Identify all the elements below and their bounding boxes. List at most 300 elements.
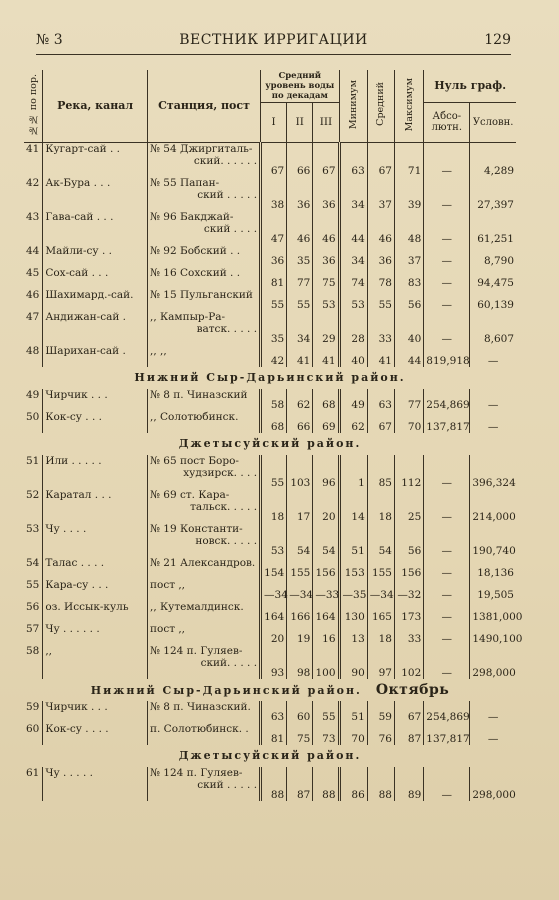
- max-value: 40: [394, 311, 423, 345]
- col-decade-3-header: III: [313, 102, 339, 142]
- row-number: 60: [26, 722, 40, 735]
- mean-value: 67: [367, 142, 394, 177]
- table-row: [24, 142, 516, 177]
- river-name: Кара-су . . .: [43, 579, 148, 601]
- decade-3-value: 54: [313, 523, 339, 557]
- mean-value: 67: [367, 411, 394, 433]
- station-line-2: ский. . . . .: [200, 656, 258, 669]
- conditional-zero-value: 8,790: [470, 245, 516, 267]
- mean-value: 59: [367, 701, 394, 723]
- row-number: 48: [26, 344, 40, 357]
- decade-1-value: 42: [261, 345, 287, 367]
- decade-3-value: 88: [313, 767, 339, 801]
- decade-3-value: 29: [313, 311, 339, 345]
- min-value: 44: [339, 211, 367, 245]
- col-min-header: Минимум: [339, 70, 367, 142]
- journal-title: ВЕСТНИК ИРРИГАЦИИ: [179, 32, 368, 48]
- station-name: [148, 142, 261, 177]
- mean-value: 76: [367, 723, 394, 745]
- station-line-1: ,, Солотюбинск.: [150, 410, 239, 423]
- conditional-zero-value: 94,475: [470, 267, 516, 289]
- station-line-1: № 54 Джиргиталь-: [150, 142, 253, 155]
- absolute-zero-value: —: [424, 579, 470, 601]
- min-value: 130: [339, 601, 367, 623]
- row-number: 44: [26, 244, 40, 257]
- table-row: [24, 177, 516, 211]
- station-line-2: ский. . . . . .: [193, 154, 258, 167]
- decade-2-value: 41: [287, 345, 313, 367]
- max-value: 173: [394, 601, 423, 623]
- mean-value: 18: [367, 623, 394, 645]
- max-value: 56: [394, 289, 423, 311]
- issue-number: № 3: [36, 32, 63, 48]
- river-name: Талас . . . .: [43, 557, 148, 579]
- absolute-zero-value: —: [424, 601, 470, 623]
- max-value: 44: [394, 345, 423, 367]
- min-value: 34: [339, 177, 367, 211]
- max-value: 102: [394, 645, 423, 679]
- conditional-zero-value: —: [470, 701, 516, 723]
- absolute-zero-value: —: [424, 142, 470, 177]
- absolute-zero-value: —: [424, 623, 470, 645]
- station-name: [148, 211, 261, 245]
- conditional-zero-value: —: [470, 345, 516, 367]
- decade-1-value: 81: [261, 267, 287, 289]
- station-line-2: ский . . . . .: [197, 188, 258, 201]
- min-value: —35: [339, 579, 367, 601]
- row-number: 46: [26, 288, 40, 301]
- table-row: [24, 211, 516, 245]
- table-row: [24, 267, 516, 289]
- max-value: 39: [394, 177, 423, 211]
- absolute-zero-value: —: [424, 211, 470, 245]
- decade-2-value: 34: [287, 311, 313, 345]
- max-value: 70: [394, 411, 423, 433]
- table-row: [24, 623, 516, 645]
- row-number: 59: [26, 700, 40, 713]
- river-name: Шахимард.-сай.: [43, 289, 148, 311]
- water-level-table: [24, 70, 523, 801]
- station-line-1: № 8 п. Чиназский.: [150, 700, 251, 713]
- section-c: [24, 433, 516, 455]
- conditional-zero-value: 1490,100: [470, 623, 516, 645]
- mean-value: 46: [367, 211, 394, 245]
- absolute-zero-value: —: [424, 267, 470, 289]
- conditional-zero-value: —: [470, 389, 516, 411]
- row-number: 45: [26, 266, 40, 279]
- station-line-1: № 69 ст. Кара-: [150, 488, 230, 501]
- river-name: Чирчик . . .: [43, 701, 148, 723]
- table-row: [24, 455, 516, 489]
- decade-1-value: 164: [261, 601, 287, 623]
- mean-value: 88: [367, 767, 394, 801]
- section-b: [24, 367, 516, 389]
- row-number: 57: [26, 622, 40, 635]
- mean-value: 78: [367, 267, 394, 289]
- conditional-zero-value: 61,251: [470, 211, 516, 245]
- row-number: 51: [26, 454, 40, 467]
- decade-1-value: —34: [261, 579, 287, 601]
- decade-2-value: 98: [287, 645, 313, 679]
- station-name: [148, 267, 261, 289]
- absolute-zero-value: —: [424, 455, 470, 489]
- station-line-1: пост ,,: [150, 578, 186, 591]
- station-name: [148, 411, 261, 433]
- decade-3-value: 55: [313, 701, 339, 723]
- row-number: 50: [26, 410, 40, 423]
- col-decade-group-header: Средний уровень воды по декадам: [261, 70, 339, 102]
- mean-value: 55: [367, 289, 394, 311]
- col-river-header: Река, канал: [43, 70, 148, 142]
- conditional-zero-value: 396,324: [470, 455, 516, 489]
- absolute-zero-value: —: [424, 245, 470, 267]
- decade-2-value: —34: [287, 579, 313, 601]
- conditional-zero-value: 214,000: [470, 489, 516, 523]
- decade-2-value: 19: [287, 623, 313, 645]
- table-row: [24, 557, 516, 579]
- min-value: 51: [339, 701, 367, 723]
- river-name: Чу . . . . . .: [43, 623, 148, 645]
- decade-1-value: 55: [261, 455, 287, 489]
- conditional-zero-value: —: [470, 411, 516, 433]
- conditional-zero-value: 1381,000: [470, 601, 516, 623]
- river-name: ,,: [43, 645, 148, 679]
- station-name: [148, 311, 261, 345]
- section-a-rows: [24, 142, 516, 367]
- station-line-1: ,, ,,: [150, 344, 167, 357]
- station-line-2: ватск. . . . .: [196, 322, 258, 335]
- col-max-header: Максимум: [394, 70, 423, 142]
- max-value: 71: [394, 142, 423, 177]
- col-decade-1-header: I: [261, 102, 287, 142]
- table-row: [24, 579, 516, 601]
- row-number: 61: [26, 766, 40, 779]
- station-line-1: № 96 Бакджай-: [150, 210, 234, 223]
- max-value: 25: [394, 489, 423, 523]
- conditional-zero-value: 18,136: [470, 557, 516, 579]
- max-value: 87: [394, 723, 423, 745]
- mean-value: 85: [367, 455, 394, 489]
- min-value: 62: [339, 411, 367, 433]
- mean-value: 41: [367, 345, 394, 367]
- section-title: Джетысуйский район.: [178, 749, 362, 762]
- decade-1-value: 67: [261, 142, 287, 177]
- conditional-zero-value: 60,139: [470, 289, 516, 311]
- river-name: Кугарт-сай . .: [43, 142, 148, 177]
- decade-2-value: 54: [287, 523, 313, 557]
- conditional-zero-value: 190,740: [470, 523, 516, 557]
- max-value: 33: [394, 623, 423, 645]
- station-line-1: ,, Кутемалдинск.: [150, 600, 244, 613]
- decade-2-value: 46: [287, 211, 313, 245]
- station-line-1: № 65 пост Боро-: [150, 454, 239, 467]
- river-name: Сох-сай . . .: [43, 267, 148, 289]
- mean-value: 155: [367, 557, 394, 579]
- decade-2-value: 66: [287, 411, 313, 433]
- conditional-zero-value: 27,397: [470, 177, 516, 211]
- min-value: 70: [339, 723, 367, 745]
- conditional-zero-value: 4,289: [470, 142, 516, 177]
- decade-1-value: 20: [261, 623, 287, 645]
- station-name: [148, 345, 261, 367]
- absolute-zero-value: —: [424, 645, 470, 679]
- station-name: [148, 557, 261, 579]
- decade-2-value: 155: [287, 557, 313, 579]
- river-name: Шарихан-сай .: [43, 345, 148, 367]
- section-title: Джетысуйский район.: [178, 437, 362, 450]
- station-line-2: ский . . . .: [203, 222, 258, 235]
- table-row: [24, 389, 516, 411]
- decade-1-value: 93: [261, 645, 287, 679]
- min-value: 86: [339, 767, 367, 801]
- min-value: 49: [339, 389, 367, 411]
- station-name: [148, 455, 261, 489]
- mean-value: 97: [367, 645, 394, 679]
- max-value: 83: [394, 267, 423, 289]
- row-number: 42: [26, 176, 40, 189]
- mean-value: 36: [367, 245, 394, 267]
- decade-3-value: 69: [313, 411, 339, 433]
- station-line-2: новск. . . . .: [195, 534, 258, 547]
- absolute-zero-value: —: [424, 289, 470, 311]
- conditional-zero-value: 8,607: [470, 311, 516, 345]
- absolute-zero-value: —: [424, 177, 470, 211]
- table-row: [24, 701, 516, 723]
- max-value: 48: [394, 211, 423, 245]
- mean-value: —34: [367, 579, 394, 601]
- decade-3-value: 36: [313, 177, 339, 211]
- station-line-1: ,, Кампыр-Ра-: [150, 310, 226, 323]
- row-number: 55: [26, 578, 40, 591]
- river-name: Или . . . . .: [43, 455, 148, 489]
- col-decade-2-header: II: [287, 102, 313, 142]
- row-number: 41: [26, 142, 40, 155]
- page-number: 129: [484, 32, 511, 48]
- station-name: [148, 523, 261, 557]
- station-line-2: тальск. . . . .: [190, 500, 258, 513]
- max-value: —32: [394, 579, 423, 601]
- decade-1-value: 81: [261, 723, 287, 745]
- station-line-1: № 55 Папан-: [150, 176, 220, 189]
- station-line-1: № 21 Александров.: [150, 556, 256, 569]
- decade-3-value: 96: [313, 455, 339, 489]
- river-name: Ак-Бура . . .: [43, 177, 148, 211]
- station-line-2: ский . . . . .: [197, 778, 258, 791]
- row-number: 58: [26, 644, 40, 657]
- station-name: [148, 723, 261, 745]
- station-name: [148, 579, 261, 601]
- conditional-zero-value: —: [470, 723, 516, 745]
- table-row: [24, 645, 516, 679]
- decade-2-value: 55: [287, 289, 313, 311]
- station-name: [148, 389, 261, 411]
- mean-value: 33: [367, 311, 394, 345]
- mean-value: 18: [367, 489, 394, 523]
- station-name: [148, 645, 261, 679]
- max-value: 112: [394, 455, 423, 489]
- absolute-zero-value: —: [424, 767, 470, 801]
- river-name: Кок-су . . .: [43, 411, 148, 433]
- decade-2-value: 166: [287, 601, 313, 623]
- col-mean-header: Средний: [367, 70, 394, 142]
- section-d: [24, 679, 516, 701]
- river-name: Андижан-сай .: [43, 311, 148, 345]
- table-row: [24, 601, 516, 623]
- river-name: Чу . . . . .: [43, 767, 148, 801]
- station-name: [148, 601, 261, 623]
- table-row: [24, 289, 516, 311]
- row-number: 54: [26, 556, 40, 569]
- decade-3-value: 164: [313, 601, 339, 623]
- table-header: [24, 70, 516, 142]
- station-name: [148, 245, 261, 267]
- col-absolute-header: Абсо- лютн.: [424, 102, 470, 142]
- min-value: 53: [339, 289, 367, 311]
- decade-3-value: 16: [313, 623, 339, 645]
- decade-2-value: 17: [287, 489, 313, 523]
- station-line-1: п. Солотюбинск. .: [150, 722, 249, 735]
- section-e-rows: [24, 767, 516, 801]
- table-row: [24, 411, 516, 433]
- decade-1-value: 63: [261, 701, 287, 723]
- decade-1-value: 68: [261, 411, 287, 433]
- conditional-zero-value: 19,505: [470, 579, 516, 601]
- decade-2-value: 66: [287, 142, 313, 177]
- decade-1-value: 36: [261, 245, 287, 267]
- row-number: 47: [26, 310, 40, 323]
- river-name: Кок-су . . . .: [43, 723, 148, 745]
- mean-value: 165: [367, 601, 394, 623]
- row-number: 56: [26, 600, 40, 613]
- decade-3-value: 36: [313, 245, 339, 267]
- absolute-zero-value: —: [424, 523, 470, 557]
- decade-1-value: 35: [261, 311, 287, 345]
- decade-2-value: 103: [287, 455, 313, 489]
- station-line-2: худзирск. . . .: [183, 466, 258, 479]
- decade-2-value: 87: [287, 767, 313, 801]
- section-d-rows: [24, 701, 516, 745]
- river-name: Каратал . . .: [43, 489, 148, 523]
- min-value: 14: [339, 489, 367, 523]
- station-name: [148, 701, 261, 723]
- decade-3-value: 67: [313, 142, 339, 177]
- max-value: 77: [394, 389, 423, 411]
- river-name: оз. Иссык-куль: [43, 601, 148, 623]
- section-title: Нижний Сыр-Дарьинский район.: [134, 371, 406, 384]
- min-value: 40: [339, 345, 367, 367]
- river-name: Гава-сай . . .: [43, 211, 148, 245]
- col-number-header: №№ по пор.: [24, 70, 43, 142]
- table-row: [24, 345, 516, 367]
- station-name: [148, 623, 261, 645]
- min-value: 74: [339, 267, 367, 289]
- decade-1-value: 58: [261, 389, 287, 411]
- decade-2-value: 60: [287, 701, 313, 723]
- decade-3-value: 73: [313, 723, 339, 745]
- river-name: Чирчик . . .: [43, 389, 148, 411]
- decade-2-value: 77: [287, 267, 313, 289]
- decade-2-value: 62: [287, 389, 313, 411]
- conditional-zero-value: 298,000: [470, 767, 516, 801]
- conditional-zero-value: 298,000: [470, 645, 516, 679]
- col-station-header: Станция, пост: [148, 70, 261, 142]
- table-row: [24, 311, 516, 345]
- min-value: 13: [339, 623, 367, 645]
- month-label: Октябрь: [375, 681, 450, 698]
- max-value: 156: [394, 557, 423, 579]
- min-value: 51: [339, 523, 367, 557]
- station-line-1: № 124 п. Гуляев-: [150, 644, 243, 657]
- row-number: 43: [26, 210, 40, 223]
- max-value: 89: [394, 767, 423, 801]
- max-value: 56: [394, 523, 423, 557]
- col-conditional-header: Условн.: [470, 102, 516, 142]
- decade-1-value: 88: [261, 767, 287, 801]
- absolute-zero-value: 819,918: [424, 345, 470, 367]
- table-row: [24, 723, 516, 745]
- row-number: 52: [26, 488, 40, 501]
- min-value: 90: [339, 645, 367, 679]
- section-c-rows: [24, 454, 523, 679]
- row-number: 53: [26, 522, 40, 535]
- min-value: 28: [339, 311, 367, 345]
- decade-3-value: 53: [313, 289, 339, 311]
- decade-3-value: 46: [313, 211, 339, 245]
- decade-3-value: 100: [313, 645, 339, 679]
- table-row: [24, 767, 516, 801]
- mean-value: 63: [367, 389, 394, 411]
- running-header: [36, 32, 511, 55]
- station-line-1: № 15 Пульганский: [150, 288, 253, 301]
- decade-2-value: 35: [287, 245, 313, 267]
- max-value: 37: [394, 245, 423, 267]
- absolute-zero-value: 254,869: [424, 701, 470, 723]
- decade-2-value: 75: [287, 723, 313, 745]
- decade-1-value: 47: [261, 211, 287, 245]
- decade-3-value: —33: [313, 579, 339, 601]
- min-value: 34: [339, 245, 367, 267]
- decade-3-value: 75: [313, 267, 339, 289]
- decade-1-value: 154: [261, 557, 287, 579]
- decade-2-value: 36: [287, 177, 313, 211]
- station-line-1: № 124 п. Гуляев-: [150, 766, 243, 779]
- station-line-1: № 16 Сохский . .: [150, 266, 241, 279]
- table-row: [24, 245, 516, 267]
- station-name: [148, 767, 261, 801]
- decade-1-value: 38: [261, 177, 287, 211]
- station-line-1: № 8 п. Чиназский: [150, 388, 248, 401]
- decade-1-value: 55: [261, 289, 287, 311]
- station-line-1: № 92 Бобский . .: [150, 244, 241, 257]
- absolute-zero-value: —: [424, 557, 470, 579]
- section-title: Нижний Сыр-Дарьинский район. Октябрь: [90, 681, 450, 698]
- station-name: [148, 177, 261, 211]
- decade-3-value: 156: [313, 557, 339, 579]
- absolute-zero-value: 254,869: [424, 389, 470, 411]
- mean-value: 37: [367, 177, 394, 211]
- row-number: 49: [26, 388, 40, 401]
- absolute-zero-value: 137,817: [424, 723, 470, 745]
- station-line-1: № 19 Константи-: [150, 522, 243, 535]
- max-value: 67: [394, 701, 423, 723]
- river-name: Майли-су . .: [43, 245, 148, 267]
- table-row: [24, 523, 516, 557]
- mean-value: 54: [367, 523, 394, 557]
- absolute-zero-value: —: [424, 489, 470, 523]
- table-row: [24, 489, 516, 523]
- decade-3-value: 68: [313, 389, 339, 411]
- station-name: [148, 489, 261, 523]
